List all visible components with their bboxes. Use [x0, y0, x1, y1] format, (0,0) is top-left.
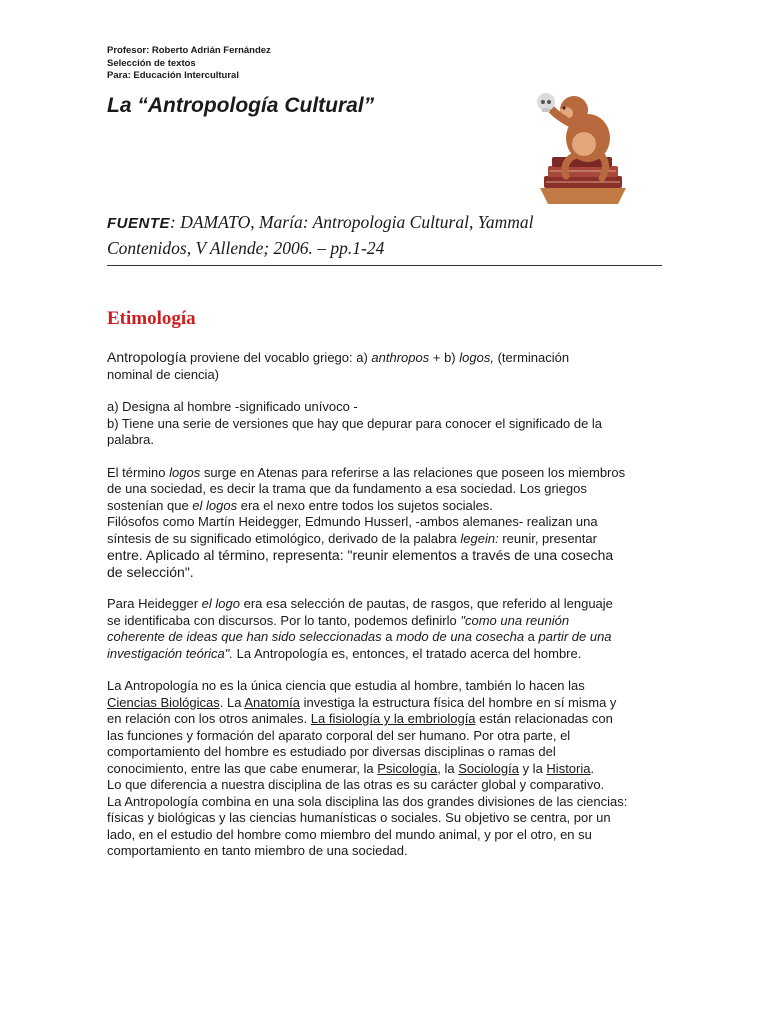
- text-span: Antropología: [107, 349, 187, 365]
- text-span: conocimiento, entre las que cabe enumerar, la: [107, 760, 378, 776]
- text-span: + b): [429, 350, 460, 365]
- text-line: b) Tiene una serie de versiones que hay que depurar para conocer el significado de la: [107, 415, 603, 431]
- text-span: en relación con los otros animales.: [107, 711, 311, 726]
- text-span: era esa selección de pautas, de rasgos, que referido al lenguaje: [239, 596, 613, 611]
- paragraph-1: [107, 349, 667, 383]
- text-line: físicas y biológicas y las ciencias humanísticas o sociales. Su objetivo se centra, por un: [107, 810, 611, 825]
- text-span: coherente de ideas que han sido seleccionadas: [107, 629, 382, 644]
- text-span: (terminación: [493, 350, 570, 365]
- text-line: entre. Aplicado al término, representa: "reunir elementos a través de una cosecha: [107, 547, 614, 563]
- text-line: de una sociedad, es decir la trama que da fundamento a esa sociedad. Los griegos: [107, 481, 587, 496]
- link-fisiologia-embriologia: La fisiología y la embriología: [310, 711, 476, 726]
- text-span: partir de una: [538, 629, 612, 644]
- link-anatomia: Anatomía: [244, 694, 300, 710]
- text-span: están relacionadas con: [475, 711, 613, 726]
- text-line: a) Designa al hombre -significado unívoco -: [107, 399, 358, 414]
- professor-line: Profesor: Roberto Adrián Fernández: [107, 45, 271, 56]
- text-span: el logos: [192, 497, 238, 513]
- source-label: FUENTE: [107, 215, 170, 232]
- text-span: surge en Atenas para referirse a las relaciones que poseen los miembros: [200, 464, 626, 480]
- text-span: anthropos: [371, 350, 430, 365]
- text-line: de selección".: [107, 563, 194, 580]
- paragraph-5: [107, 678, 667, 860]
- text-span: , la: [437, 760, 459, 776]
- thinking-monkey-figurine-image: [522, 80, 640, 208]
- text-span: sostenían que: [107, 497, 193, 513]
- text-span: reunir, presentar: [498, 530, 597, 546]
- text-line: La Antropología combina en una sola disciplina las dos grandes divisiones de las ciencias:: [107, 793, 628, 809]
- source-citation: [107, 210, 662, 266]
- text-line: La Antropología no es la única ciencia que estudia al hombre, también lo hacen las: [107, 678, 585, 693]
- source-line-2: Contenidos, V Allende; 2006. – pp.1-24: [107, 238, 385, 258]
- text-span: era el nexo entre todos los sujetos sociales.: [237, 497, 493, 513]
- link-sociologia: Sociología: [458, 760, 519, 776]
- text-span: . La: [219, 694, 245, 710]
- text-span: modo de una cosecha: [396, 629, 525, 644]
- paragraph-4: [107, 596, 667, 662]
- document-body: [107, 349, 667, 876]
- text-line: Lo que diferencia a nuestra disciplina de las otras es su carácter global y comparativo.: [107, 777, 605, 792]
- text-span: proviene del vocablo griego: a): [186, 350, 372, 365]
- source-line-1: : DAMATO, María: Antropologia Cultural, Yammal: [170, 212, 534, 232]
- text-line: comportamiento en tanto miembro de una sociedad.: [107, 843, 408, 858]
- paragraph-3: [107, 465, 667, 581]
- text-span: se identificaba con discursos. Por lo tanto, podemos definirlo: [107, 612, 461, 628]
- text-span: "como una reunión: [460, 612, 570, 628]
- text-span: y la: [518, 760, 547, 776]
- text-span: .: [590, 760, 595, 776]
- section-title-etymology: Etimología: [107, 308, 196, 329]
- link-historia: Historia: [546, 760, 591, 776]
- document-title: La “Antropología Cultural”: [107, 94, 375, 117]
- text-span: investiga la estructura física del hombre en sí misma y: [299, 694, 617, 710]
- text-span: investigación teórica".: [107, 645, 234, 661]
- link-psicologia: Psicología: [377, 760, 438, 776]
- text-span: legein:: [460, 530, 499, 546]
- text-span: La Antropología es, entonces, el tratado acerca del hombre.: [233, 645, 582, 661]
- text-span: a: [524, 629, 539, 644]
- paragraph-2: [107, 399, 667, 449]
- text-line: las funciones y formación del aparato corporal del ser humano. Por otra parte, el: [107, 727, 571, 743]
- selection-line: Selección de textos: [107, 57, 196, 69]
- text-line: comportamiento del hombre es estudiado por diversas disciplinas o ramas del: [107, 744, 556, 759]
- text-span: síntesis de su significado etimológico, derivado de la palabra: [107, 530, 461, 546]
- text-span: Para Heidegger: [107, 596, 202, 611]
- link-ciencias-biologicas: Ciencias Biológicas: [107, 694, 220, 710]
- text-line: nominal de ciencia): [107, 366, 220, 382]
- text-span: logos,: [459, 350, 494, 365]
- text-line: lado, en el estudio del hombre como miembro del mundo animal, y por el otro, en su: [107, 826, 592, 842]
- document-header: [107, 45, 271, 83]
- text-line: Filósofos como Martín Heidegger, Edmundo Husserl, -ambos alemanes- realizan una: [107, 514, 598, 529]
- text-line: palabra.: [107, 432, 154, 447]
- text-span: el logo: [201, 596, 240, 611]
- text-span: logos: [169, 464, 201, 480]
- audience-line: Para: Educación Intercultural: [107, 70, 239, 81]
- text-span: a: [381, 629, 397, 644]
- text-span: El término: [107, 464, 170, 480]
